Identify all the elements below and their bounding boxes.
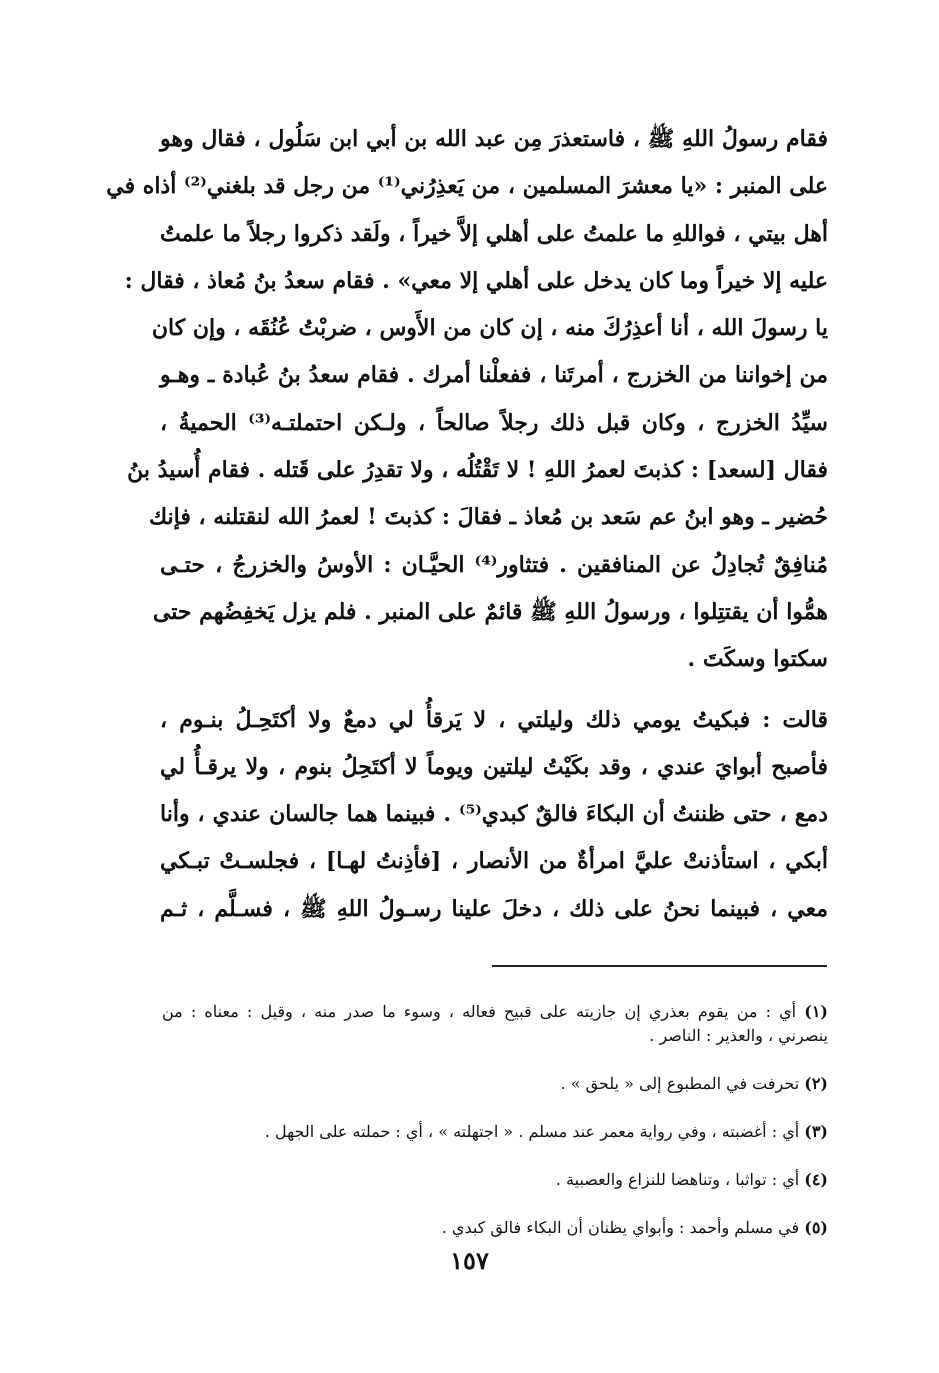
footnote-5 [162, 1216, 828, 1240]
text-line: من إخواننا من الخزرج ، أمرتَنا ، ففعلْنا أمرك . فقام سعدُ بنُ عُبادة ـ وهـو [160, 362, 828, 389]
footnote-text: تحرفت في المطبوع إلى « يلحق » . [560, 1074, 800, 1093]
footnote-line [162, 1168, 828, 1192]
footnote-line [162, 1000, 828, 1024]
text-line: سيِّدُ الخزرج ، وكان قبل ذلك رجلاً صالحاً ، ولـكن احتملتـه⁽³⁾ الحميةُ ، [160, 409, 828, 436]
page-number: ١٥٧ [450, 1246, 489, 1275]
text-line: أبكي ، استأذنتْ عليَّ امرأةٌ من الأنصار ، [فأذِنتُ لهـا] ، فجلسـتْ تبـكي [160, 848, 828, 875]
footnote-text: أي : أغضبته ، وفي رواية معمر عند مسلم . « اجتهلته » ، أي : حملته على الجهل . [264, 1122, 800, 1141]
footnote-line [162, 1216, 828, 1240]
text-line: على المنبر : «يا معشرَ المسلمين ، من يَعذِرُني⁽¹⁾ من رجل قد بلغني⁽²⁾ أذاه في [106, 173, 828, 200]
text-line: همُّوا أن يقتتِلوا ، ورسولُ اللهِ ﷺ قائمٌ على المنبر . فلم يزل يَخفِضُهم حتى [152, 598, 828, 625]
text-line: فأصبح أبوايَ عندي ، وقد بكَيْتُ ليلتين ويوماً لا أكتَحِلُ بنوم ، ولا يرقـأُ لي [160, 753, 828, 780]
footnote-text: أي : تواثبا ، وتناهضا للنزاع والعصبية . [555, 1170, 800, 1189]
main-text-body [106, 116, 828, 933]
text-line: سكتوا وسكَتَ . [687, 646, 828, 673]
text-line: قالت : فبكيتُ يومي ذلك وليلتي ، لا يَرقأُ لي دمعٌ ولا أكتَحِـلُ بنـوم ، [160, 706, 828, 733]
footnote-text: أي : من يقوم بعذري إن جازيته على قبيح فعاله ، وسوء ما صدر منه ، وقيل : معناه : من [162, 1002, 797, 1021]
text-line: فقام رسولُ اللهِ ﷺ ، فاستعذرَ مِن عبد الله بن أبي ابن سَلُول ، فقال وهو [160, 126, 828, 152]
footnote-divider [492, 965, 827, 967]
footnote-4 [162, 1168, 828, 1192]
text-line: حُضير ـ وهو ابنُ عم سَعد بن مُعاذ ـ فقالَ : كذبتَ ! لعمرُ الله لنقتلنه ، فإنك [149, 504, 828, 531]
text-line: معي ، فبينما نحنُ على ذلك ، دخلَ علينا رسـولُ اللهِ ﷺ ، فسـلَّم ، ثـم [160, 895, 828, 922]
footnote-number: (٣) [804, 1122, 828, 1141]
footnote-number: (٥) [804, 1218, 828, 1237]
text-line: فقال [لسعد] : كذبتَ لعمرُ اللهِ ! لا تَقْتُلُه ، ولا تقدِرُ على قَتله . فقام أُسيدُ بنُ [127, 457, 828, 484]
paragraph-2 [160, 697, 828, 933]
text-line: دمع ، حتى ظننتُ أن البكاءَ فالقٌ كبدي⁽⁵⁾ . فبينما هما جالسان عندي ، وأنا [160, 801, 828, 828]
footnote-text: في مسلم وأحمد : وأبواي يظنان أن البكاء فالق كبدي . [441, 1218, 800, 1237]
text-line: عليه إلا خيراً وما كان يدخل على أهلي إلا معي» . فقام سعدُ بنُ مُعاذ ، فقال : [124, 267, 828, 294]
footnote-number: (١) [804, 1002, 828, 1021]
footnote-number: (٤) [804, 1170, 828, 1189]
footnote-2 [162, 1072, 828, 1096]
footnote-gap [162, 1096, 828, 1120]
footnote-number: (٢) [804, 1074, 828, 1093]
text-line: أهل بيتي ، فواللهِ ما علمتُ على أهلي إلاَّ خيراً ، ولَقد ذكروا رجلاً ما علمتُ [160, 220, 828, 247]
footnote-line [162, 1120, 828, 1144]
footnote-gap [162, 1048, 828, 1072]
footnotes [162, 1000, 828, 1240]
footnote-line [162, 1072, 828, 1096]
footnote-3 [162, 1120, 828, 1144]
text-line: مُنافِقٌ تُجادِلُ عن المنافقين . فتثاور⁽⁴⁾ الحيَّـان : الأوسُ والخزرجُ ، حتـى [160, 551, 828, 578]
text-line: يا رسولَ الله ، أنا أعذِرُكَ منه ، إن كان من الأَوس ، ضربْتُ عُنُقَه ، وإن كان [151, 315, 828, 342]
paragraph-gap [160, 684, 828, 697]
footnote-line: ينصرني ، والعذير : الناصر . [649, 1026, 828, 1045]
paragraph-1 [106, 116, 828, 684]
footnote-1 [162, 1000, 828, 1048]
footnote-gap [162, 1192, 828, 1216]
footnote-gap [162, 1144, 828, 1168]
